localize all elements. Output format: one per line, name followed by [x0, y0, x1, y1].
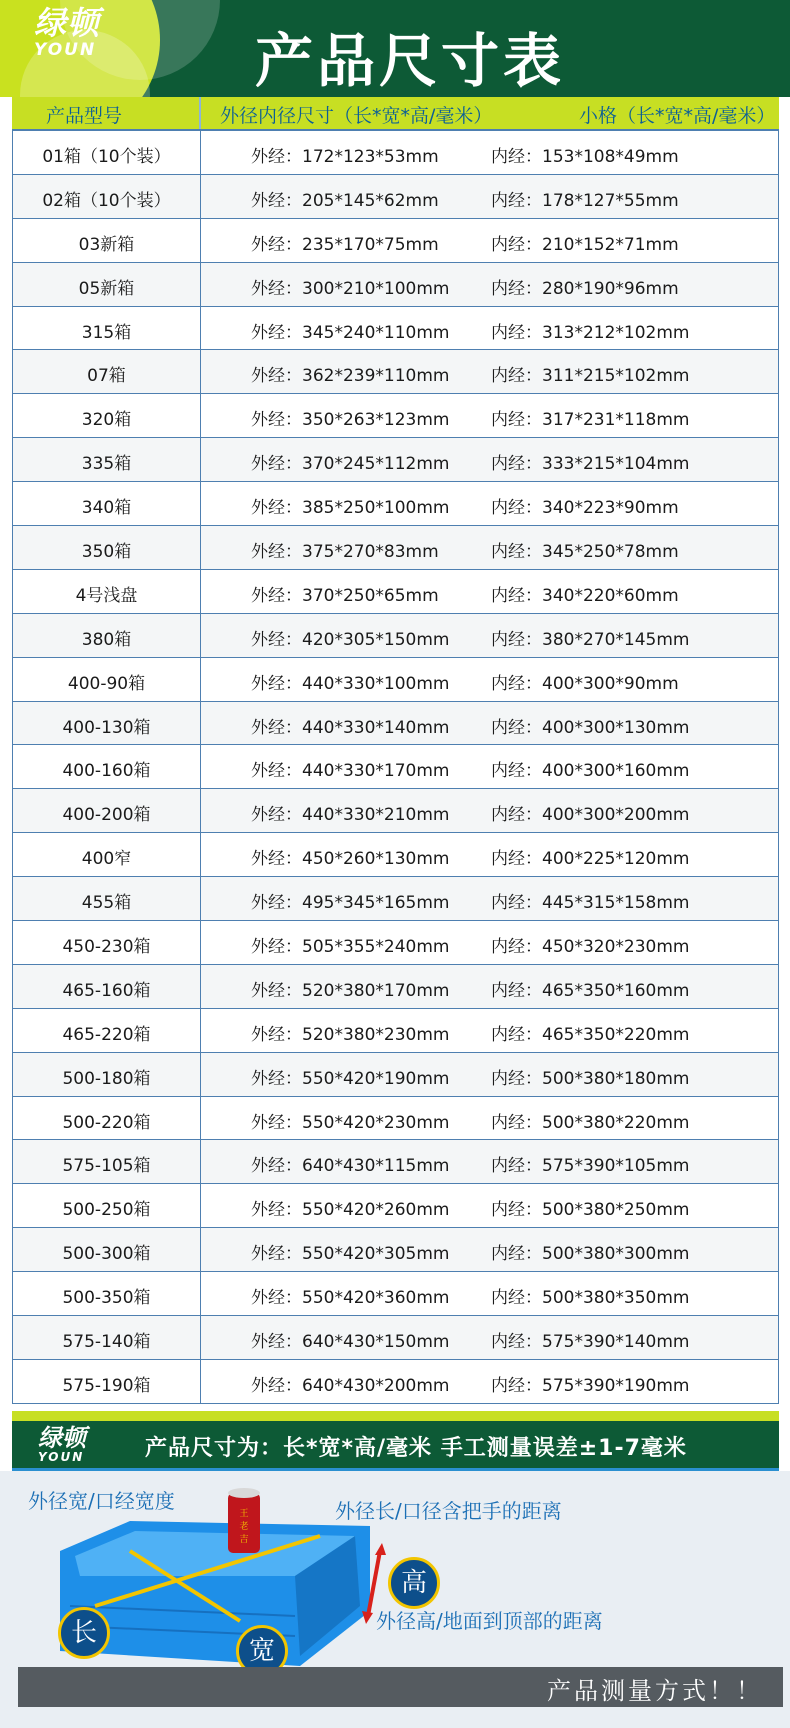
- cell-model: 500-220箱: [62, 1112, 151, 1133]
- cell-outer-size: 外经：550*420*230mm: [251, 1112, 450, 1133]
- cell-inner-size: 内经：340*223*90mm: [491, 498, 679, 519]
- column-divider: [200, 1228, 201, 1271]
- cell-model: 450-230箱: [62, 937, 151, 958]
- measurement-note: 产品尺寸为：长*宽*高/毫米 手工测量误差±1-7毫米: [145, 1436, 687, 1461]
- cell-outer-size: 外经：550*420*360mm: [251, 1288, 450, 1309]
- brand-name-en: YOUN: [34, 40, 97, 60]
- table-row: [13, 570, 778, 614]
- cell-model: 400-160箱: [62, 761, 151, 782]
- cell-outer-size: 外经：370*250*65mm: [251, 585, 439, 606]
- table-row: [13, 175, 778, 219]
- cell-outer-size: 外经：520*380*230mm: [251, 1024, 450, 1045]
- cell-outer-size: 外经：440*330*140mm: [251, 717, 450, 738]
- column-divider: [200, 263, 201, 306]
- cell-outer-size: 外经：640*430*150mm: [251, 1332, 450, 1353]
- cell-model: 400-200箱: [62, 805, 151, 826]
- footer-text: 产品测量方式！！: [547, 1677, 763, 1705]
- column-divider: [200, 1053, 201, 1096]
- table-row: [13, 1228, 778, 1272]
- cell-model: 05新箱: [78, 278, 135, 299]
- cell-inner-size: 内经：575*390*190mm: [491, 1375, 690, 1396]
- cell-inner-size: 内经：340*220*60mm: [491, 585, 679, 606]
- column-divider: [200, 394, 201, 437]
- table-row: [13, 1009, 778, 1053]
- brand-name-cn: 绿顿: [34, 4, 101, 42]
- column-divider: [200, 1316, 201, 1359]
- column-divider: [200, 965, 201, 1008]
- cell-model: 575-190箱: [62, 1375, 151, 1396]
- cell-model: 465-160箱: [62, 980, 151, 1001]
- badge-width: 宽: [236, 1625, 288, 1677]
- cell-model: 350箱: [81, 542, 132, 563]
- page-header: [0, 0, 790, 97]
- cell-model: 575-105箱: [62, 1156, 151, 1177]
- can-text-2: 老: [239, 1522, 249, 1532]
- accent-strip: [12, 1411, 779, 1421]
- cell-outer-size: 外经：300*210*100mm: [251, 278, 450, 299]
- table-row: [13, 658, 778, 702]
- cell-inner-size: 内经：311*215*102mm: [491, 366, 690, 387]
- cell-inner-size: 内经：575*390*105mm: [491, 1156, 690, 1177]
- cell-model: 335箱: [81, 454, 132, 475]
- table-row: [13, 877, 778, 921]
- cell-model: 380箱: [81, 629, 132, 650]
- column-divider: [200, 658, 201, 701]
- cell-inner-size: 内经：575*390*140mm: [491, 1332, 690, 1353]
- table-row: [13, 789, 778, 833]
- cell-outer-size: 外经：370*245*112mm: [251, 454, 450, 475]
- cell-model: 03新箱: [78, 234, 135, 255]
- cell-model: 575-140箱: [62, 1332, 151, 1353]
- can-text-3: 吉: [239, 1535, 249, 1545]
- cell-inner-size: 内经：333*215*104mm: [491, 454, 690, 475]
- note-band: [12, 1421, 779, 1471]
- badge-height: 高: [388, 1557, 440, 1609]
- size-table: [12, 131, 779, 1404]
- column-divider: [200, 833, 201, 876]
- table-header: [12, 97, 779, 131]
- cell-outer-size: 外经：495*345*165mm: [251, 893, 450, 914]
- cell-outer-size: 外经：375*270*83mm: [251, 542, 439, 563]
- cell-inner-size: 内经：400*300*90mm: [491, 673, 679, 694]
- cell-inner-size: 内经：450*320*230mm: [491, 937, 690, 958]
- cell-outer-size: 外经：505*355*240mm: [251, 937, 450, 958]
- column-divider: [200, 526, 201, 569]
- can-top: [228, 1488, 260, 1498]
- column-divider: [200, 877, 201, 920]
- cell-outer-size: 外经：550*420*260mm: [251, 1200, 450, 1221]
- cell-model: 02箱（10个装）: [42, 190, 171, 211]
- table-row: [13, 307, 778, 351]
- column-divider: [200, 307, 201, 350]
- cell-inner-size: 内经：345*250*78mm: [491, 542, 679, 563]
- cell-outer-size: 外经：550*420*305mm: [251, 1244, 450, 1265]
- cell-model: 500-350箱: [62, 1288, 151, 1309]
- can-text-1: 王: [239, 1509, 249, 1519]
- column-divider: [200, 1360, 201, 1403]
- brand-name-cn: 绿顿: [38, 1424, 86, 1452]
- cell-model: 400-90箱: [67, 673, 146, 694]
- cell-model: 340箱: [81, 498, 132, 519]
- table-row: [13, 614, 778, 658]
- column-divider: [200, 1140, 201, 1183]
- column-divider: [200, 438, 201, 481]
- column-divider: [200, 1009, 201, 1052]
- cell-outer-size: 外经：345*240*110mm: [251, 322, 450, 343]
- table-row: [13, 921, 778, 965]
- column-header-size: 外径内径尺寸（长*宽*高/毫米）: [220, 105, 493, 127]
- cell-outer-size: 外经：440*330*170mm: [251, 761, 450, 782]
- cell-outer-size: 外经：350*263*123mm: [251, 410, 450, 431]
- column-divider: [200, 350, 201, 393]
- cell-model: 4号浅盘: [75, 585, 138, 606]
- cell-model: 320箱: [81, 410, 132, 431]
- brand-logo: [34, 4, 100, 58]
- table-row: [13, 1097, 778, 1141]
- cell-outer-size: 外经：235*170*75mm: [251, 234, 439, 255]
- page-title: 产品尺寸表: [255, 27, 566, 95]
- cell-outer-size: 外经：640*430*115mm: [251, 1156, 450, 1177]
- cell-inner-size: 内经：317*231*118mm: [491, 410, 690, 431]
- label-length: 外径长/口径含把手的距离: [335, 1499, 562, 1523]
- table-row: [13, 833, 778, 877]
- table-row: [13, 1053, 778, 1097]
- cell-inner-size: 内经：400*300*160mm: [491, 761, 690, 782]
- column-divider: [200, 482, 201, 525]
- cell-inner-size: 内经：465*350*160mm: [491, 980, 690, 1001]
- cell-inner-size: 内经：178*127*55mm: [491, 190, 679, 211]
- table-row: [13, 745, 778, 789]
- table-row: [13, 1272, 778, 1316]
- cell-outer-size: 外经：440*330*100mm: [251, 673, 450, 694]
- cell-outer-size: 外经：640*430*200mm: [251, 1375, 450, 1396]
- column-divider: [200, 570, 201, 613]
- cell-inner-size: 内经：445*315*158mm: [491, 893, 690, 914]
- table-row: [13, 263, 778, 307]
- table-row: [13, 131, 778, 175]
- column-divider: [200, 1272, 201, 1315]
- column-divider: [200, 1184, 201, 1227]
- brand-name-en: YOUN: [38, 1450, 85, 1464]
- column-header-compartment: 小格（长*宽*高/毫米）: [579, 105, 776, 127]
- footer-bar: [18, 1667, 783, 1707]
- table-row: [13, 438, 778, 482]
- cell-outer-size: 外经：205*145*62mm: [251, 190, 439, 211]
- cell-model: 315箱: [81, 322, 132, 343]
- table-row: [13, 702, 778, 746]
- column-divider: [200, 921, 201, 964]
- cell-model: 400-130箱: [62, 717, 151, 738]
- cell-inner-size: 内经：465*350*220mm: [491, 1024, 690, 1045]
- cell-outer-size: 外经：450*260*130mm: [251, 849, 450, 870]
- cell-inner-size: 内经：500*380*180mm: [491, 1068, 690, 1089]
- cell-inner-size: 内经：500*380*300mm: [491, 1244, 690, 1265]
- cell-model: 400窄: [81, 849, 132, 870]
- arrow-head: [375, 1543, 386, 1555]
- cell-outer-size: 外经：520*380*170mm: [251, 980, 450, 1001]
- cell-outer-size: 外经：362*239*110mm: [251, 366, 450, 387]
- table-row: [13, 219, 778, 263]
- cell-inner-size: 内经：400*300*130mm: [491, 717, 690, 738]
- label-height: 外径高/地面到顶部的距离: [376, 1609, 603, 1633]
- table-row: [13, 350, 778, 394]
- table-row: [13, 1184, 778, 1228]
- column-divider: [199, 97, 201, 129]
- table-row: [13, 1360, 778, 1403]
- cell-model: 500-180箱: [62, 1068, 151, 1089]
- column-divider: [200, 1097, 201, 1140]
- column-divider: [200, 175, 201, 218]
- cell-inner-size: 内经：380*270*145mm: [491, 629, 690, 650]
- column-divider: [200, 131, 201, 174]
- table-row: [13, 965, 778, 1009]
- column-divider: [200, 702, 201, 745]
- arrow-head: [362, 1611, 373, 1624]
- cell-inner-size: 内经：500*380*350mm: [491, 1288, 690, 1309]
- cell-outer-size: 外经：420*305*150mm: [251, 629, 450, 650]
- cell-inner-size: 内经：153*108*49mm: [491, 147, 679, 167]
- badge-length: 长: [58, 1607, 110, 1659]
- table-row: [13, 482, 778, 526]
- cell-outer-size: 外经：385*250*100mm: [251, 498, 450, 519]
- table-row: [13, 1316, 778, 1360]
- cell-inner-size: 内经：400*225*120mm: [491, 849, 690, 870]
- cell-outer-size: 外经：172*123*53mm: [251, 147, 439, 167]
- column-divider: [200, 219, 201, 262]
- cell-inner-size: 内经：210*152*71mm: [491, 234, 679, 255]
- column-divider: [200, 745, 201, 788]
- cell-inner-size: 内经：500*380*250mm: [491, 1200, 690, 1221]
- brand-logo-small: [38, 1425, 86, 1463]
- cell-inner-size: 内经：313*212*102mm: [491, 322, 690, 343]
- cell-inner-size: 内经：280*190*96mm: [491, 278, 679, 299]
- column-header-model: 产品型号: [46, 105, 123, 127]
- label-width: 外径宽/口经宽度: [28, 1489, 175, 1513]
- cell-model: 500-300箱: [62, 1244, 151, 1265]
- cell-outer-size: 外经：550*420*190mm: [251, 1068, 450, 1089]
- cell-outer-size: 外经：440*330*210mm: [251, 805, 450, 826]
- cell-inner-size: 内经：500*380*220mm: [491, 1112, 690, 1133]
- cell-model: 500-250箱: [62, 1200, 151, 1221]
- column-divider: [200, 789, 201, 832]
- table-row: [13, 526, 778, 570]
- cell-inner-size: 内经：400*300*200mm: [491, 805, 690, 826]
- cell-model: 07箱: [87, 366, 126, 387]
- column-divider: [200, 614, 201, 657]
- table-row: [13, 1140, 778, 1184]
- cell-model: 465-220箱: [62, 1024, 151, 1045]
- table-row: [13, 394, 778, 438]
- cell-model: 455箱: [81, 893, 132, 914]
- cell-model: 01箱（10个装）: [42, 147, 171, 167]
